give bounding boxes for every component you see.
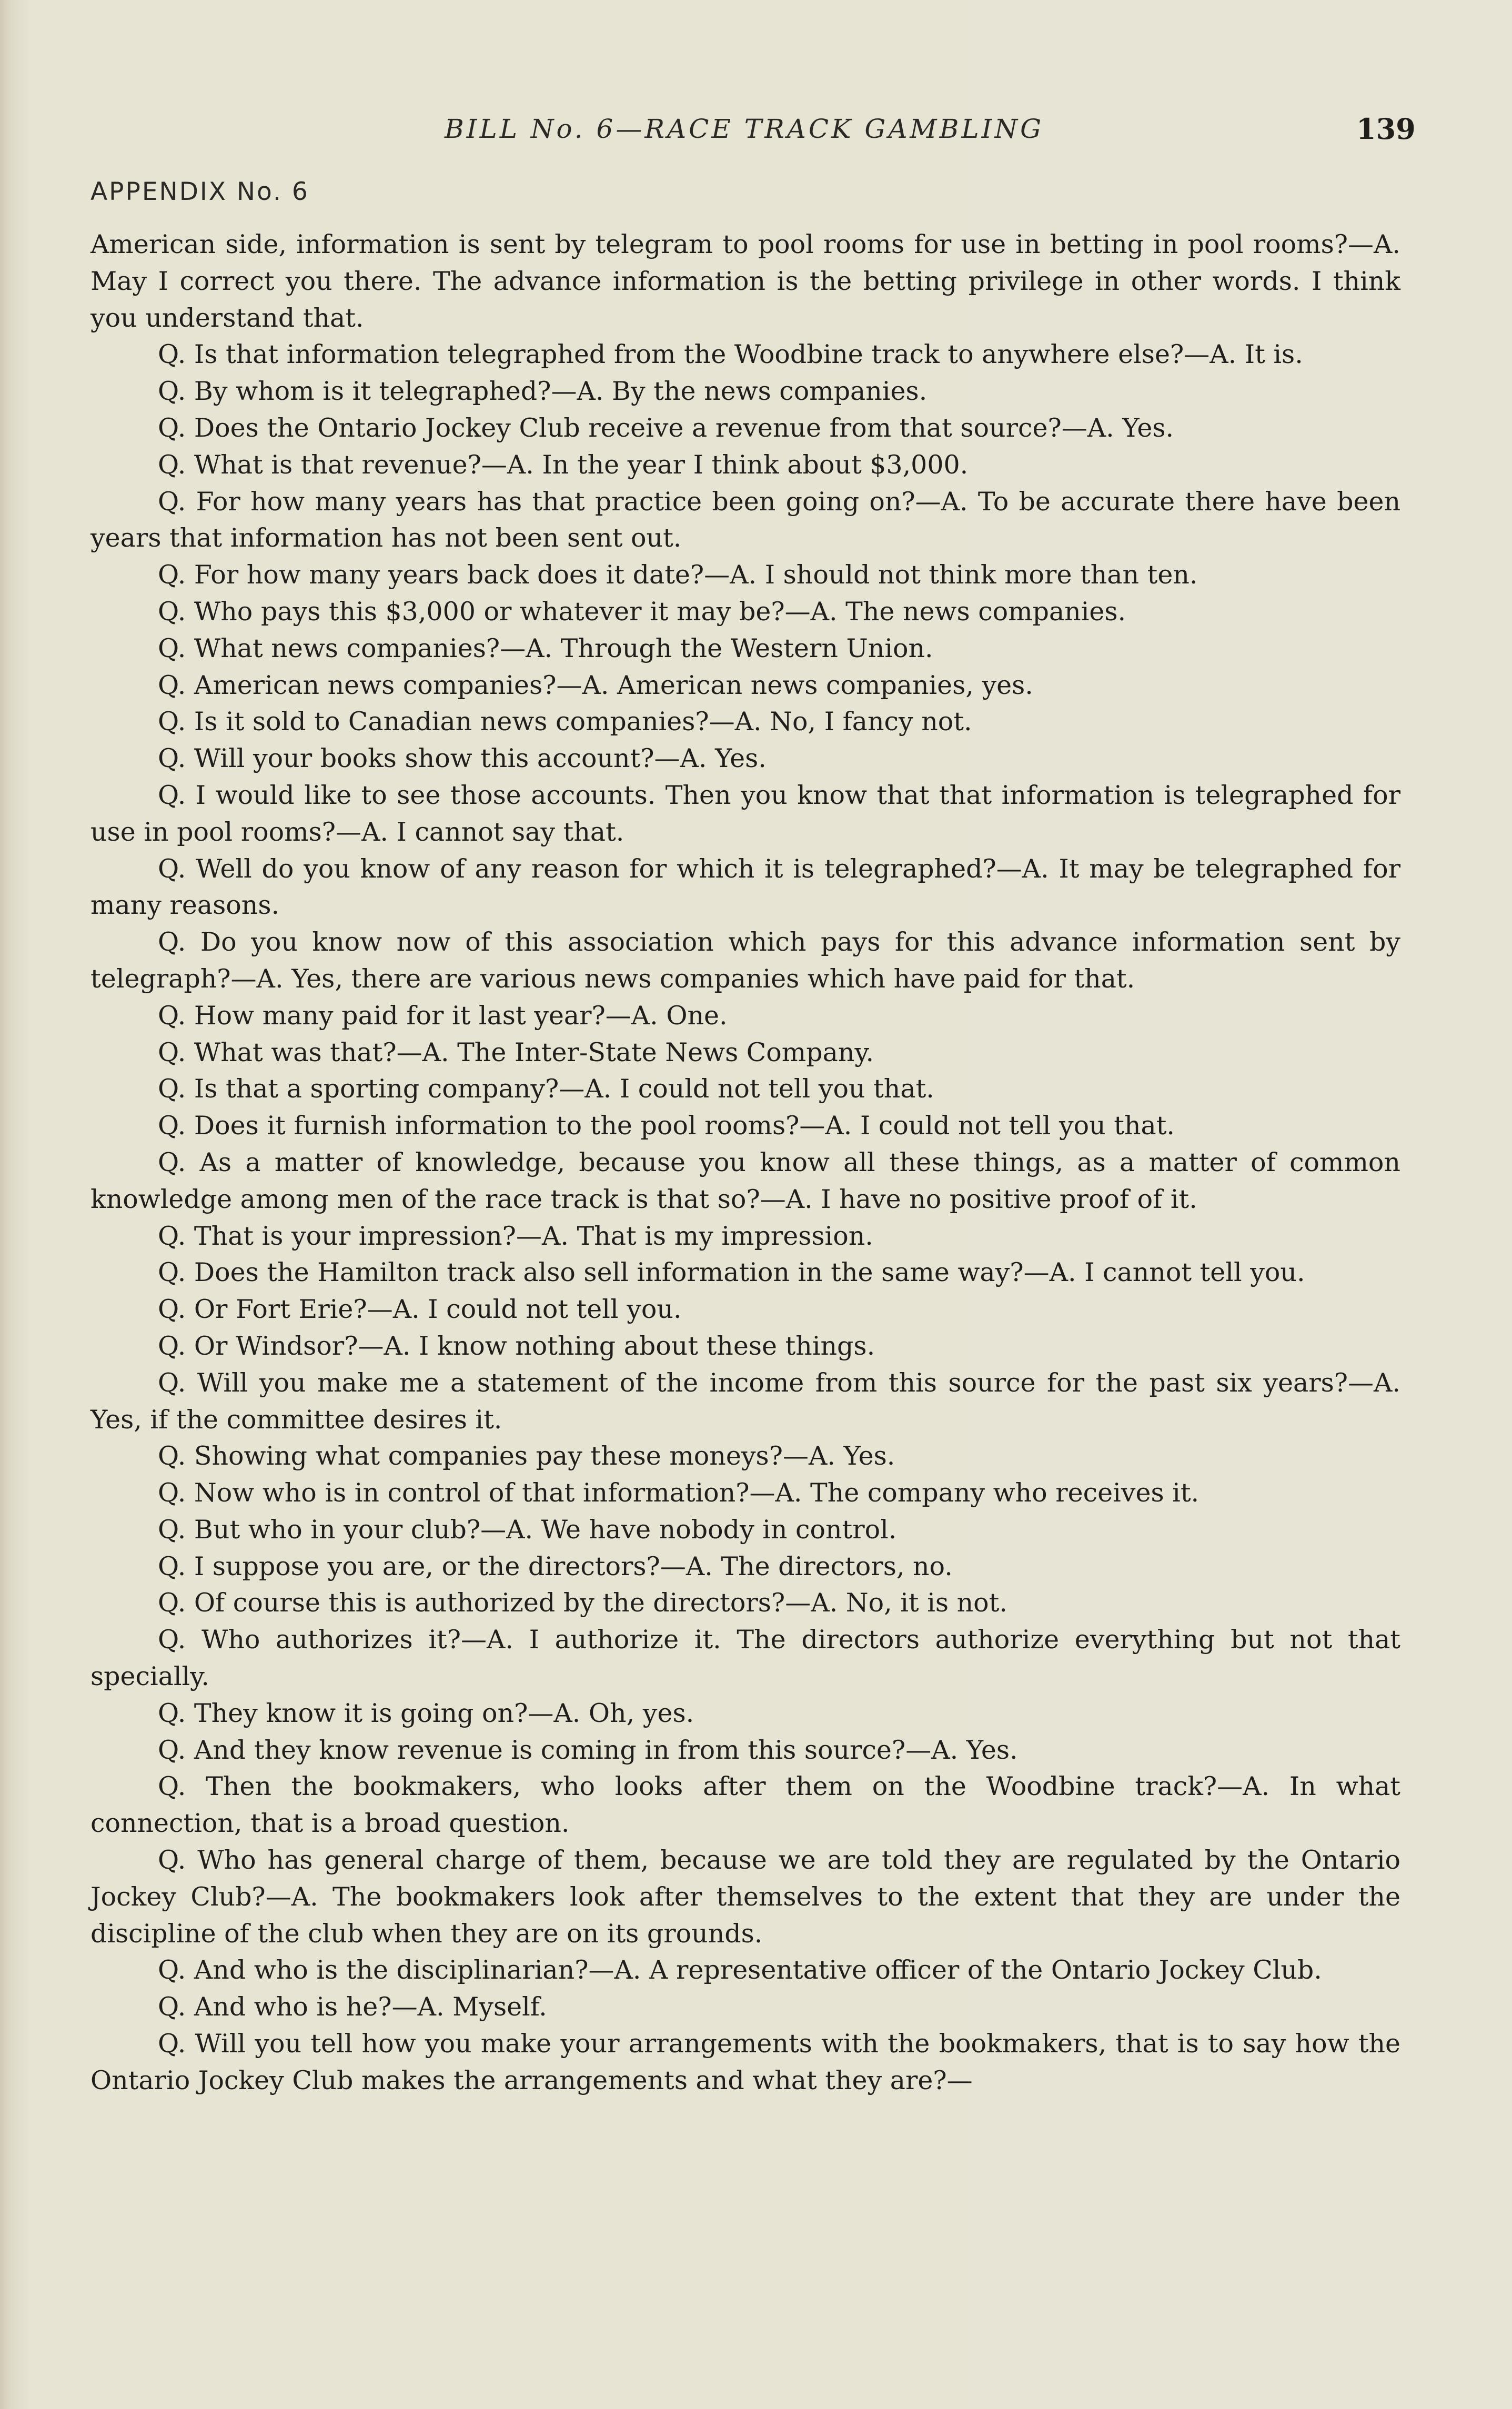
testimony-text [90,226,1400,2099]
paragraph: Q. But who in your club?—A. We have nobody in control. [158,1514,897,1545]
paragraph: Q. By whom is it telegraphed?—A. By the news companies. [158,376,928,407]
paragraph: Q. Does it furnish information to the pool rooms?—A. I could not tell you that. [158,1111,1175,1141]
paragraph: Q. Is it sold to Canadian news companies?—A. No, I fancy not. [158,707,972,737]
paragraph: Q. Who authorizes it?—A. I authorize it. The directors authorize everything but not that specially. [90,1625,1400,1692]
paragraph: Q. Is that a sporting company?—A. I could not tell you that. [158,1074,934,1104]
paragraph: Q. Who pays this $3,000 or whatever it may be?—A. The news companies. [158,596,1126,627]
page-number: 139 [1356,112,1416,146]
paragraph: Q. Does the Hamilton track also sell information in the same way?—A. I cannot tell you. [158,1257,1305,1288]
paragraph: Q. And they know revenue is coming in from this source?—A. Yes. [158,1735,1018,1765]
paragraph: Q. I suppose you are, or the directors?—A. The directors, no. [158,1551,953,1581]
paragraph: Q. Do you know now of this association which pays for this advance information sent by telegraph?—A. Yes, there are various news companies which have paid for that. [90,927,1400,994]
paragraph: Q. How many paid for it last year?—A. One. [158,1000,728,1031]
paragraph: Q. Now who is in control of that information?—A. The company who receives it. [158,1478,1199,1508]
paragraph: Q. I would like to see those accounts. Then you know that that information is telegraphed for use in pool rooms?—A. I cannot say that. [90,780,1400,847]
paragraph: Q. Is that information telegraphed from the Woodbine track to anywhere else?—A. It is. [158,339,1303,370]
paragraph: Q. Who has general charge of them, because we are told they are regulated by the Ontario Jockey Club?—A. The bookmakers look after themselves to the extent that they are under the discipline of the club when they are on its grounds. [90,1845,1400,1949]
paragraph: Q. And who is he?—A. Myself. [158,1992,547,2022]
paragraph: Q. What was that?—A. The Inter-State News Company. [158,1037,874,1067]
paragraph: Q. Well do you know of any reason for which it is telegraphed?—A. It may be telegraphed for many reasons. [90,853,1400,921]
paragraph: Q. Will your books show this account?—A. Yes. [158,743,767,774]
paragraph: Q. And who is the disciplinarian?—A. A representative officer of the Ontario Jockey Club. [158,1955,1322,1985]
appendix-label: APPENDIX No. 6 [90,177,309,206]
paragraph: Q. Will you tell how you make your arrangements with the bookmakers, that is to say how the Ontario Jockey Club makes the arrangements and what they are?— [90,2029,1400,2095]
paragraph: Q. What news companies?—A. Through the Western Union. [158,633,933,663]
paragraph: Q. Will you make me a statement of the income from this source for the past six years?—A. Yes, if the committee desires it. [90,1367,1400,1435]
paragraph: Q. Or Fort Erie?—A. I could not tell you. [158,1294,682,1325]
paragraph: Q. They know it is going on?—A. Oh, yes. [158,1698,694,1728]
paragraph: Q. American news companies?—A. American news companies, yes. [158,670,1033,700]
paragraph: Q. That is your impression?—A. That is my impression. [158,1221,873,1251]
paragraph: Q. Of course this is authorized by the directors?—A. No, it is not. [158,1588,1007,1618]
paragraph: Q. Or Windsor?—A. I know nothing about these things. [158,1331,875,1361]
paragraph: Q. For how many years has that practice been going on?—A. To be accurate there have been years that information has not been sent out. [90,486,1400,553]
paragraph: Q. What is that revenue?—A. In the year I think about $3,000. [158,449,969,480]
page-header [0,108,1512,150]
paragraph: Q. For how many years back does it date?—A. I should not think more than ten. [158,560,1198,590]
paragraph: Q. Then the bookmakers, who looks after them on the Woodbine track?—A. In what connection, that is a broad question. [90,1771,1400,1839]
paragraph: Q. Showing what companies pay these moneys?—A. Yes. [158,1441,895,1471]
paragraph: Q. As a matter of knowledge, because you know all these things, as a matter of common knowledge among men of the race track is that so?—A. I have no positive proof of it. [90,1147,1400,1214]
paragraph: Q. Does the Ontario Jockey Club receive a revenue from that source?—A. Yes. [158,412,1174,443]
paragraph: American side, information is sent by telegram to pool rooms for use in betting in pool rooms?—A. May I correct you there. The advance information is the betting privilege in other words. I think you understand that. [90,229,1400,333]
running-title: BILL No. 6—RACE TRACK GAMBLING [445,114,1044,144]
